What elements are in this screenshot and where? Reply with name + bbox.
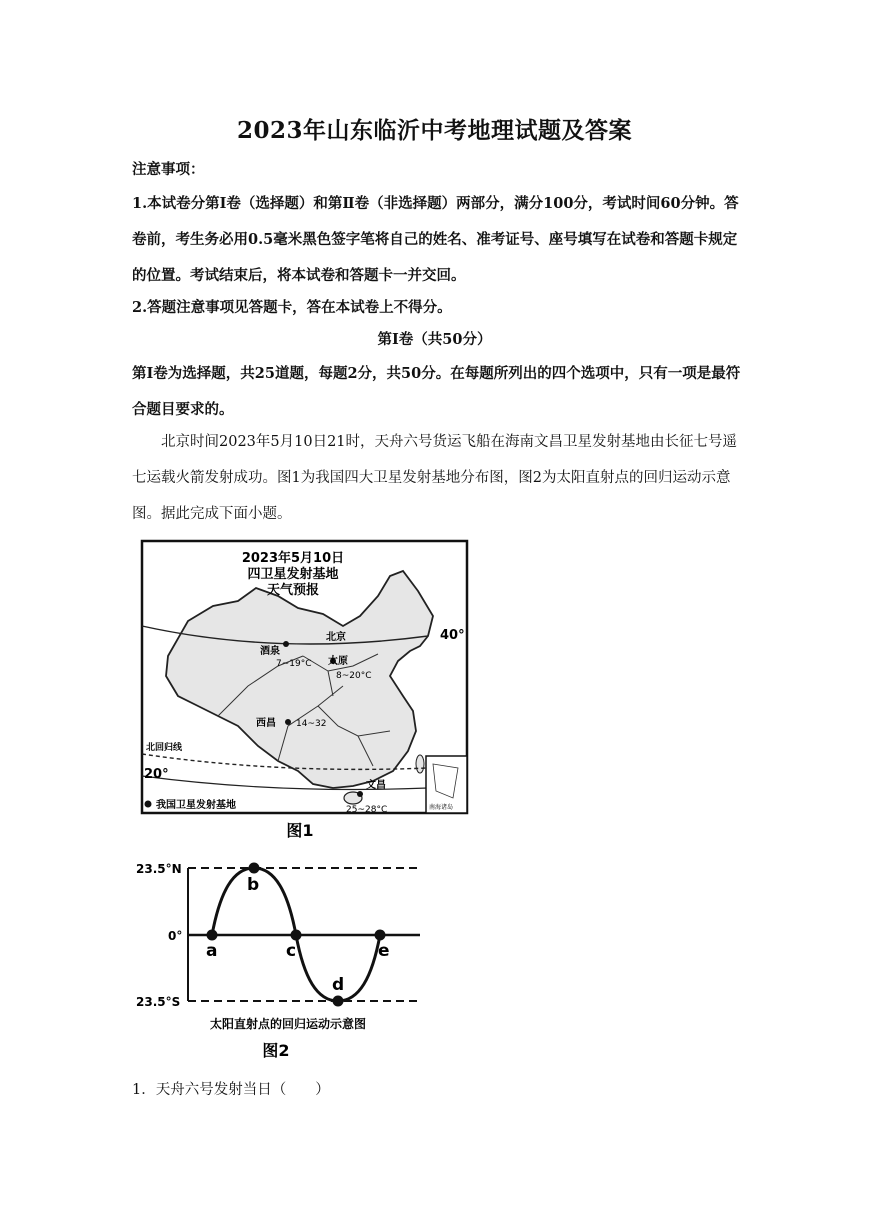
wenchang-label: 文昌 (366, 780, 386, 791)
legend-label: 我国卫星发射基地 (156, 800, 236, 811)
map-title-line-1: 2023年5月10日 (241, 551, 345, 566)
question-1: 1．天舟六号发射当日（ ） (132, 1082, 330, 1098)
figure-1-map (128, 536, 473, 841)
page-title: 2023年山东临沂中考地理试题及答案 (236, 117, 632, 144)
latitude-23-5n-label: 23.5°N (136, 862, 182, 876)
figure-2-diagram (128, 852, 428, 1064)
xichang-temp: 14~32 (296, 719, 327, 729)
figure-2-caption: 图2 (262, 1041, 290, 1060)
notice-item-2: 2.答题注意事项见答题卡，答在本试卷上不得分。 (132, 299, 452, 316)
latitude-40-label: 40° (440, 628, 465, 643)
jiuquan-temp: 7~19°C (276, 659, 312, 669)
point-b-label: b (247, 875, 260, 895)
wenchang-temp: 25~28°C (346, 805, 388, 815)
latitude-20-label: 20° (144, 767, 169, 782)
section-description: 第Ⅰ卷为选择题，共25道题，每题2分，共50分。在每题所列出的四个选项中，只有一项是最符合题目要求的。 (132, 365, 741, 418)
point-a-label: a (206, 941, 218, 961)
inset-label: 南海诸岛 (429, 804, 454, 811)
notice-heading: 注意事项： (132, 161, 205, 178)
map-title-line-3: 天气预报 (266, 583, 320, 598)
point-c-label: c (286, 941, 297, 961)
point-d-label: d (332, 975, 345, 995)
figure-1-caption: 图1 (286, 821, 314, 840)
passage-text: 北京时间2023年5月10日21时，天舟六号货运飞船在海南文昌卫星发射基地由长征七号遥七运载火箭发射成功。图1为我国四大卫星发射基地分布图，图2为太阳直射点的回归运动示意图。据此完成下面小题。 (132, 434, 738, 522)
taiyuan-temp: 8~20°C (336, 671, 372, 681)
notice-item-1: 1.本试卷分第Ⅰ卷（选择题）和第Ⅱ卷（非选择题）两部分，满分100分，考试时间60分钟。答卷前，考生务必用0.5毫米黑色签字笔将自己的姓名、准考证号、座号填写在试卷和答题卡规定的位置。考试结束后，将本试卷和答题卡一并交回。 (132, 195, 739, 284)
taiyuan-label: 太原 (328, 656, 348, 667)
figure-2-subtitle: 太阳直射点的回归运动示意图 (209, 1017, 367, 1031)
beijing-label: 北京 (326, 632, 346, 643)
jiuquan-label: 酒泉 (260, 646, 280, 657)
xichang-label: 西昌 (256, 718, 276, 729)
tropic-label: 北回归线 (146, 743, 183, 753)
point-e-label: e (378, 941, 390, 961)
latitude-23-5s-label: 23.5°S (136, 995, 181, 1009)
equator-label: 0° (168, 929, 183, 943)
map-title-line-2: 四卫星发射基地 (247, 567, 339, 582)
section-title: 第Ⅰ卷（共50分） (377, 331, 492, 348)
